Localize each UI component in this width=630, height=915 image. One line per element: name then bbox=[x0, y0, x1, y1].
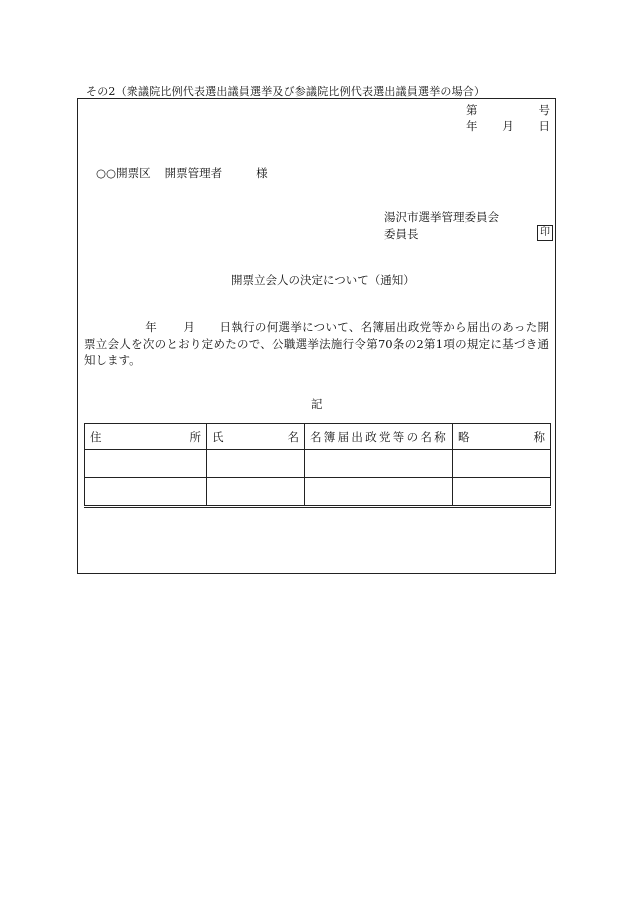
sender-organization: 湯沢市選挙管理委員会 bbox=[384, 210, 499, 224]
seal-stamp: 印 bbox=[537, 225, 553, 241]
table-cell[interactable] bbox=[453, 478, 551, 507]
sender-title: 委員長 bbox=[384, 227, 419, 241]
header-party-name: 名簿届出政党等の名称 bbox=[305, 424, 453, 450]
form-caption: その2（衆議院比例代表選出議員選挙及び参議院比例代表選出議員選挙の場合） bbox=[86, 85, 486, 98]
addressee bbox=[96, 165, 268, 181]
addressee-honorific: 様 bbox=[256, 166, 268, 180]
date-year-label: 年 bbox=[466, 119, 478, 133]
body-year: 年 bbox=[145, 320, 158, 334]
table-row bbox=[85, 478, 551, 507]
table-cell[interactable] bbox=[207, 478, 305, 507]
ki-heading: 記 bbox=[311, 397, 323, 411]
table-cell[interactable] bbox=[85, 478, 207, 507]
body-text: 日執行の何選挙について、名簿届出政党等から届出のあった開票立会人を次のとおり定めたので、公職選挙法施行令第70条の2第1項の規定に基づき通知します。 bbox=[84, 320, 550, 367]
header-name: 氏 名 bbox=[207, 424, 305, 450]
notice-body bbox=[84, 319, 549, 369]
table-cell[interactable] bbox=[453, 450, 551, 478]
table-cell[interactable] bbox=[305, 478, 453, 507]
addressee-district: ○○開票区 bbox=[96, 166, 151, 180]
header-abbreviation: 略 称 bbox=[453, 424, 551, 450]
date-day-label: 日 bbox=[538, 119, 550, 133]
document-date-line bbox=[466, 118, 550, 134]
table-cell[interactable] bbox=[85, 450, 207, 478]
document-number-line bbox=[466, 102, 550, 118]
notice-form bbox=[77, 98, 556, 574]
table-cell[interactable] bbox=[207, 450, 305, 478]
body-month: 月 bbox=[183, 320, 196, 334]
date-month-label: 月 bbox=[502, 119, 514, 133]
number-dai-label: 第 bbox=[466, 103, 478, 117]
table-header-row bbox=[85, 424, 551, 450]
witness-table bbox=[84, 423, 551, 508]
number-go-label: 号 bbox=[538, 103, 550, 117]
addressee-title: 開票管理者 bbox=[164, 166, 223, 180]
table-row bbox=[85, 450, 551, 478]
notice-subject: 開票立会人の決定について（通知） bbox=[231, 273, 415, 287]
table-cell[interactable] bbox=[305, 450, 453, 478]
header-address: 住 所 bbox=[85, 424, 207, 450]
